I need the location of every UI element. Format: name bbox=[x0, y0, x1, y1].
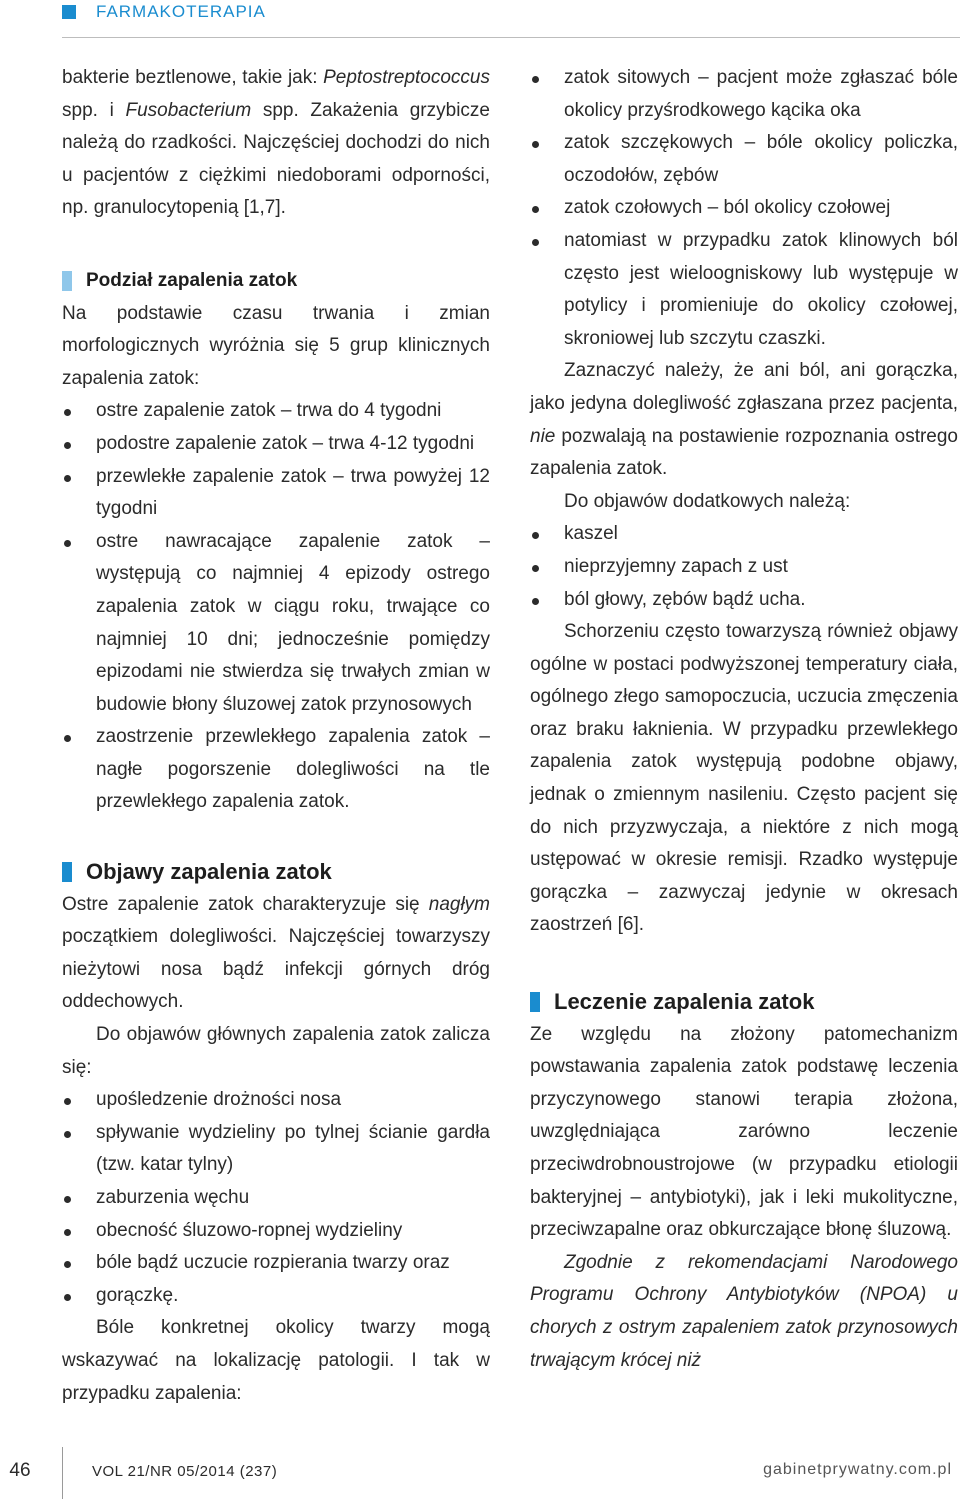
npoa-paragraph: Zgodnie z rekomendacjami Narodowego Programu Ochrony Antybiotyków (NPOA) u chorych z ostrym zapaleniem zatok przynosowych trwającym krócej niż bbox=[530, 1251, 958, 1371]
list-item: zatok czołowych – ból okolicy czołowej bbox=[530, 192, 958, 225]
list-item: bóle bądź uczucie rozpierania twarzy oraz bbox=[62, 1247, 490, 1280]
list-item: zatok szczękowych – bóle okolicy policzka, oczodołów, zębów bbox=[530, 127, 958, 192]
list-item: obecność śluzowo-ropnej wydzieliny bbox=[62, 1215, 490, 1248]
leczenie-paragraph: Ze względu na złożony patomechanizm powstawania zapalenia zatok podstawę leczenia przyczynowego stanowi terapia złożona, uwzględniająca zarówno leczenie przeciwdrobnoustrojowe (w przypadku etiologii bakteryjnej – antybiotyki), jak i leki mukolityczne, przeciwzapalne oraz obkurczające błonę śluzową. bbox=[530, 1023, 958, 1241]
list-item: nieprzyjemny zapach z ust bbox=[530, 551, 958, 584]
list-item: ostre zapalenie zatok – trwa do 4 tygodni bbox=[62, 395, 490, 428]
list-item: zaburzenia węchu bbox=[62, 1182, 490, 1215]
list-item: zatok sitowych – pacjent może zgłaszać bóle okolicy przyśrodkowego kącika oka bbox=[530, 62, 958, 127]
footer-divider bbox=[62, 1447, 63, 1499]
heading-marker bbox=[62, 271, 72, 291]
header-divider bbox=[62, 37, 960, 38]
podzial-intro: Na podstawie czasu trwania i zmian morfologicznych wyróżnia się 5 grup klinicznych zapalenia zatok: bbox=[62, 302, 490, 389]
list-item: ostre nawracające zapalenie zatok – występują co najmniej 4 epizody ostrego zapalenia zatok w ciągu roku, trwające co najmniej 10 dni; jednocześnie pomiędzy epizodami nie stwierdza się trwałych zmian w budowie błony śluzowej zatok przynosowych bbox=[62, 526, 490, 722]
dodatkowe-intro: Do objawów dodatkowych należą: bbox=[564, 490, 851, 512]
objawy-list bbox=[62, 1084, 490, 1312]
list-item: kaszel bbox=[530, 518, 958, 551]
list-item: natomiast w przypadku zatok klinowych ból często jest wieloogniskowy lub występuje w potylicy i promieniuje do okolicy czołowej, skroniowej lub szczytu czaszki. bbox=[530, 225, 958, 355]
list-item: upośledzenie drożności nosa bbox=[62, 1084, 490, 1117]
podzial-list bbox=[62, 395, 490, 819]
list-item: gorączkę. bbox=[62, 1280, 490, 1313]
list-item: podostre zapalenie zatok – trwa 4-12 tygodni bbox=[62, 428, 490, 461]
intro-paragraph: bakterie beztlenowe, takie jak: Peptostreptococcus spp. i Fusobacterium spp. Zakażenia grzybicze należą do rzadkości. Najczęściej dochodzi do nich u pacjentów z ciężkimi niedoborami odporności, np. granulocytopenią [1,7]. bbox=[62, 67, 490, 219]
section-marker bbox=[62, 5, 76, 19]
objawy-glowne-intro: Do objawów głównych zapalenia zatok zalicza się: bbox=[62, 1024, 490, 1078]
bole-paragraph: Bóle konkretnej okolicy twarzy mogą wskazywać na lokalizację patologii. I tak w przypadku zapalenia: bbox=[62, 1317, 490, 1404]
page-number: 46 bbox=[9, 1460, 31, 1481]
heading-marker bbox=[530, 992, 540, 1012]
list-item: spływanie wydzieliny po tylnej ścianie gardła (tzw. katar tylny) bbox=[62, 1117, 490, 1182]
left-column bbox=[62, 62, 490, 1410]
website-link[interactable]: gabinetprywatny.com.pl bbox=[763, 1461, 952, 1478]
list-item: zaostrzenie przewlekłego zapalenia zatok – nagłe pogorszenie dolegliwości na tle przewlekłego zapalenia zatok. bbox=[62, 721, 490, 819]
journal-volume: VOL 21/NR 05/2014 (237) bbox=[92, 1463, 278, 1480]
section-title: FARMAKOTERAPIA bbox=[96, 2, 266, 21]
zaznaczyc-paragraph: Zaznaczyć należy, że ani ból, ani gorączka, jako jedyna dolegliwość zgłaszana przez pacjenta, nie pozwalają na postawienie rozpoznania ostrego zapalenia zatok. bbox=[530, 360, 959, 480]
heading-objawy: Objawy zapalenia zatok bbox=[62, 856, 490, 889]
list-item: ból głowy, zębów bądź ucha. bbox=[530, 584, 958, 617]
page-header bbox=[62, 0, 266, 24]
heading-leczenie: Leczenie zapalenia zatok bbox=[530, 986, 958, 1019]
dodatkowe-list bbox=[530, 518, 958, 616]
objawy-paragraph: Ostre zapalenie zatok charakteryzuje się nagłym początkiem dolegliwości. Najczęściej towarzyszy nieżytowi nosa bądź infekcji górnych dróg oddechowych. bbox=[62, 893, 490, 1013]
list-item: przewlekłe zapalenie zatok – trwa powyżej 12 tygodni bbox=[62, 461, 490, 526]
heading-marker bbox=[62, 862, 72, 882]
lokalizacja-list bbox=[530, 62, 958, 355]
right-column bbox=[530, 62, 958, 1377]
ogolne-paragraph: Schorzeniu często towarzyszą również objawy ogólne w postaci podwyższonej temperatury ciała, ogólnego złego samopoczucia, uczucia zmęczenia oraz braku łaknienia. W przypadku przewlekłego zapalenia zatok występują podobne objawy, jednak o zmiennym nasileniu. Często pacjent się do nich przyzwyczaja, a niektóre z nich mogą ustępować w okresie remisji. Rzadko występuje gorączka – zazwyczaj jedynie w okresach zaostrzeń [6]. bbox=[530, 621, 958, 936]
heading-podzial: Podział zapalenia zatok bbox=[62, 265, 490, 298]
